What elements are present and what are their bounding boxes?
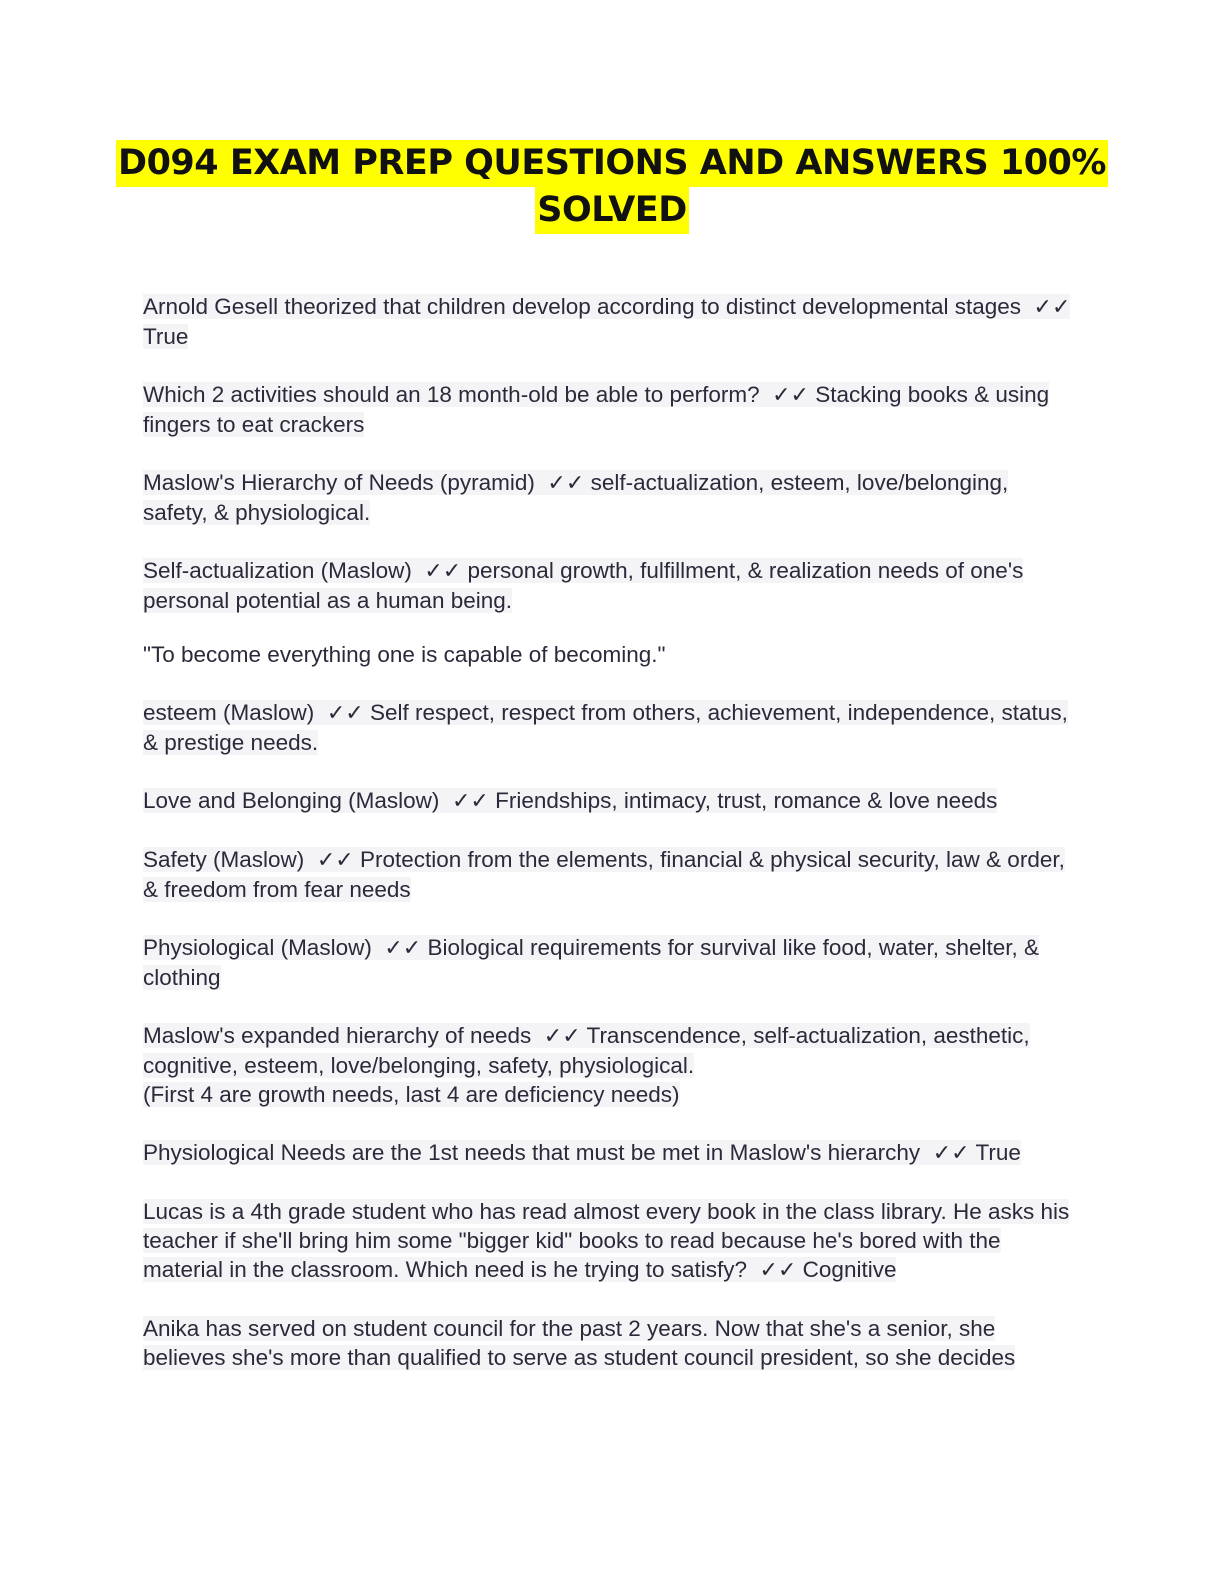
document-title [0,140,1224,234]
answer-text: Self respect, respect from others, achievement, independence, status, & prestige needs. [143,700,1068,755]
check-mark-icon: ✓✓ [543,1024,581,1049]
question-text: Maslow's expanded hierarchy of needs [143,1023,532,1048]
answer-text: Transcendence, self-actualization, aesthetic, cognitive, esteem, love/belonging, safety, physiological. [143,1023,1030,1078]
question-text: Lucas is a 4th grade student who has read almost every book in the class library. He asks his teacher if she'll bring him some "bigger kid" books to read because he's bored with the material in the classroom. Which need is he trying to satisfy? [143,1199,1070,1282]
check-mark-icon: ✓✓ [424,559,462,584]
answer-text: self-actualization, esteem, love/belonging, safety, & physiological. [143,470,1009,525]
answer-text: True [975,1140,1021,1165]
answer-text: True [143,324,189,349]
question-text: esteem (Maslow) [143,700,315,725]
check-mark-icon: ✓✓ [316,848,354,873]
qa-entry [143,468,1078,527]
question-text: Arnold Gesell theorized that children develop according to distinct developmental stages [143,294,1022,319]
answer-text: Friendships, intimacy, trust, romance & love needs [495,788,998,813]
check-mark-icon: ✓✓ [932,1141,970,1166]
check-mark-icon: ✓✓ [384,936,422,961]
answer-text: Protection from the elements, financial & physical security, law & order, & freedom from fear needs [143,847,1065,902]
qa-entry [143,845,1078,904]
question-text: Maslow's Hierarchy of Needs (pyramid) [143,470,535,495]
answer-text: personal growth, fulfillment, & realization needs of one's personal potential as a human being. [143,558,1024,613]
check-mark-icon: ✓✓ [451,789,489,814]
answer-note: (First 4 are growth needs, last 4 are deficiency needs) [143,1082,680,1107]
answer-text: Cognitive [802,1257,897,1282]
qa-entry [143,380,1078,439]
qa-list [143,292,1078,1401]
title-line-2: SOLVED [535,187,689,234]
qa-entry [143,1197,1078,1285]
answer-text: Biological requirements for survival like food, water, shelter, & clothing [143,935,1040,990]
check-mark-icon: ✓✓ [547,471,585,496]
check-mark-icon: ✓✓ [772,383,809,408]
qa-entry [143,292,1078,351]
question-text: Love and Belonging (Maslow) [143,788,440,813]
check-mark-icon: ✓✓ [1033,295,1071,320]
title-line-1: D094 EXAM PREP QUESTIONS AND ANSWERS 100% [116,140,1108,187]
quote-line: "To become everything one is capable of becoming." [143,642,666,667]
quote-text [143,640,1078,669]
question-text: Physiological Needs are the 1st needs that must be met in Maslow's hierarchy [143,1140,921,1165]
qa-entry-partial [143,1314,1078,1372]
qa-entry [143,556,1078,615]
question-text: Anika has served on student council for the past 2 years. Now that she's a senior, she believes she's more than qualified to serve as student council president, so she decides [143,1316,1016,1370]
qa-entry [143,786,1078,816]
qa-entry [143,1138,1078,1168]
check-mark-icon: ✓✓ [759,1258,797,1283]
answer-text: Stacking books & using fingers to eat crackers [143,382,1050,437]
question-text: Safety (Maslow) [143,847,305,872]
qa-entry [143,933,1078,992]
question-text: Physiological (Maslow) [143,935,372,960]
question-text: Which 2 activities should an 18 month-old be able to perform? [143,382,760,407]
check-mark-icon: ✓✓ [326,701,364,726]
qa-entry [143,698,1078,757]
question-text: Self-actualization (Maslow) [143,558,412,583]
qa-entry [143,1021,1078,1109]
